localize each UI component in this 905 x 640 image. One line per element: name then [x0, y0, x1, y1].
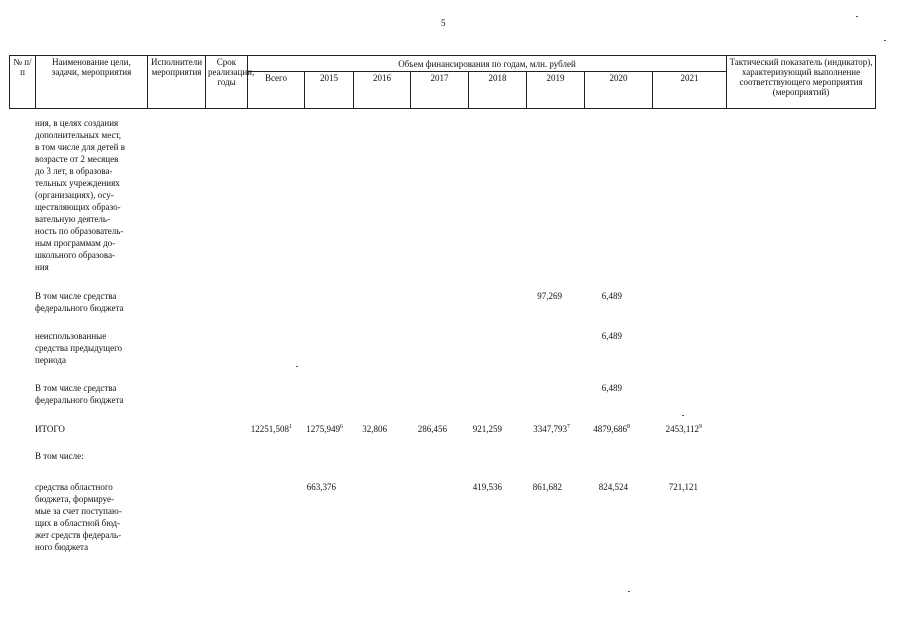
value-2021: 2453,112$^9$	[665, 424, 702, 434]
value-2020: 4879,686$^8$	[593, 424, 630, 434]
header-year: 2021	[653, 72, 727, 109]
row-description: В том числе:	[35, 451, 84, 461]
row-description: ИТОГО	[35, 424, 65, 434]
value-2021: 721,121	[668, 482, 698, 492]
header-year: 2015	[305, 72, 354, 109]
table-header	[9, 55, 876, 109]
value-total: 12251,508$^1$	[250, 424, 292, 434]
header-year: 2016	[354, 72, 411, 109]
header-number: № п/п	[10, 56, 36, 109]
header-total: Всего	[248, 72, 305, 109]
header-name: Наименование цели, задачи, мероприятия	[36, 56, 148, 109]
value-2019: 861,682	[532, 482, 562, 492]
value-2020: 6,489	[601, 331, 622, 341]
scan-speck	[296, 366, 298, 367]
header-executors: Исполнители мероприятия	[148, 56, 206, 109]
scan-speck	[884, 40, 886, 41]
header-year: 2017	[411, 72, 469, 109]
value-2015: 1275,949$^6$	[306, 424, 343, 434]
page-number: 5	[441, 18, 446, 28]
row-description: неиспользованные средства предыдущего периода	[35, 331, 123, 365]
scan-speck	[856, 16, 858, 17]
value-2020: 824,524	[598, 482, 628, 492]
value-2016: 32,806	[362, 424, 387, 434]
header-year: 2018	[469, 72, 527, 109]
value-2018: 921,259	[472, 424, 502, 434]
value-2018: 419,536	[472, 482, 502, 492]
value-2017: 286,456	[417, 424, 447, 434]
value-2019: 3347,793$^7$	[533, 424, 570, 434]
scan-speck	[682, 415, 684, 416]
header-term: Срок реализации, годы	[206, 56, 248, 109]
value-2015: 663,376	[306, 482, 336, 492]
header-year: 2019	[527, 72, 585, 109]
header-year: 2020	[585, 72, 653, 109]
value-2019: 97,269	[537, 291, 562, 301]
value-2020: 6,489	[601, 291, 622, 301]
value-2020: 6,489	[601, 383, 622, 393]
row-description: В том числе средства федерального бюджета	[35, 383, 124, 405]
header-indicator: Тактический показатель (индикатор), характеризующий выполнение соответствующего мероприятия (мероприятий)	[727, 56, 876, 109]
scan-speck	[628, 591, 630, 592]
row-description: В том числе средства федерального бюджета	[35, 291, 124, 313]
row-description: ния, в целях создания дополнительных мест, в том числе для детей в возрасте от 2 месяцев до 3 лет, в образова- тельных учреждениях (организациях), осу- ществляющих образо- вательную деятель- ность по образователь- ным программам до- школьного образова- ния	[35, 118, 125, 272]
row-description: средства областного бюджета, формируе- мые за счет поступаю- щих в областной бюд- жет средств федераль- ного бюджета	[35, 482, 122, 552]
header-finance: Объем финансирования по годам, млн. рублей	[248, 56, 727, 72]
